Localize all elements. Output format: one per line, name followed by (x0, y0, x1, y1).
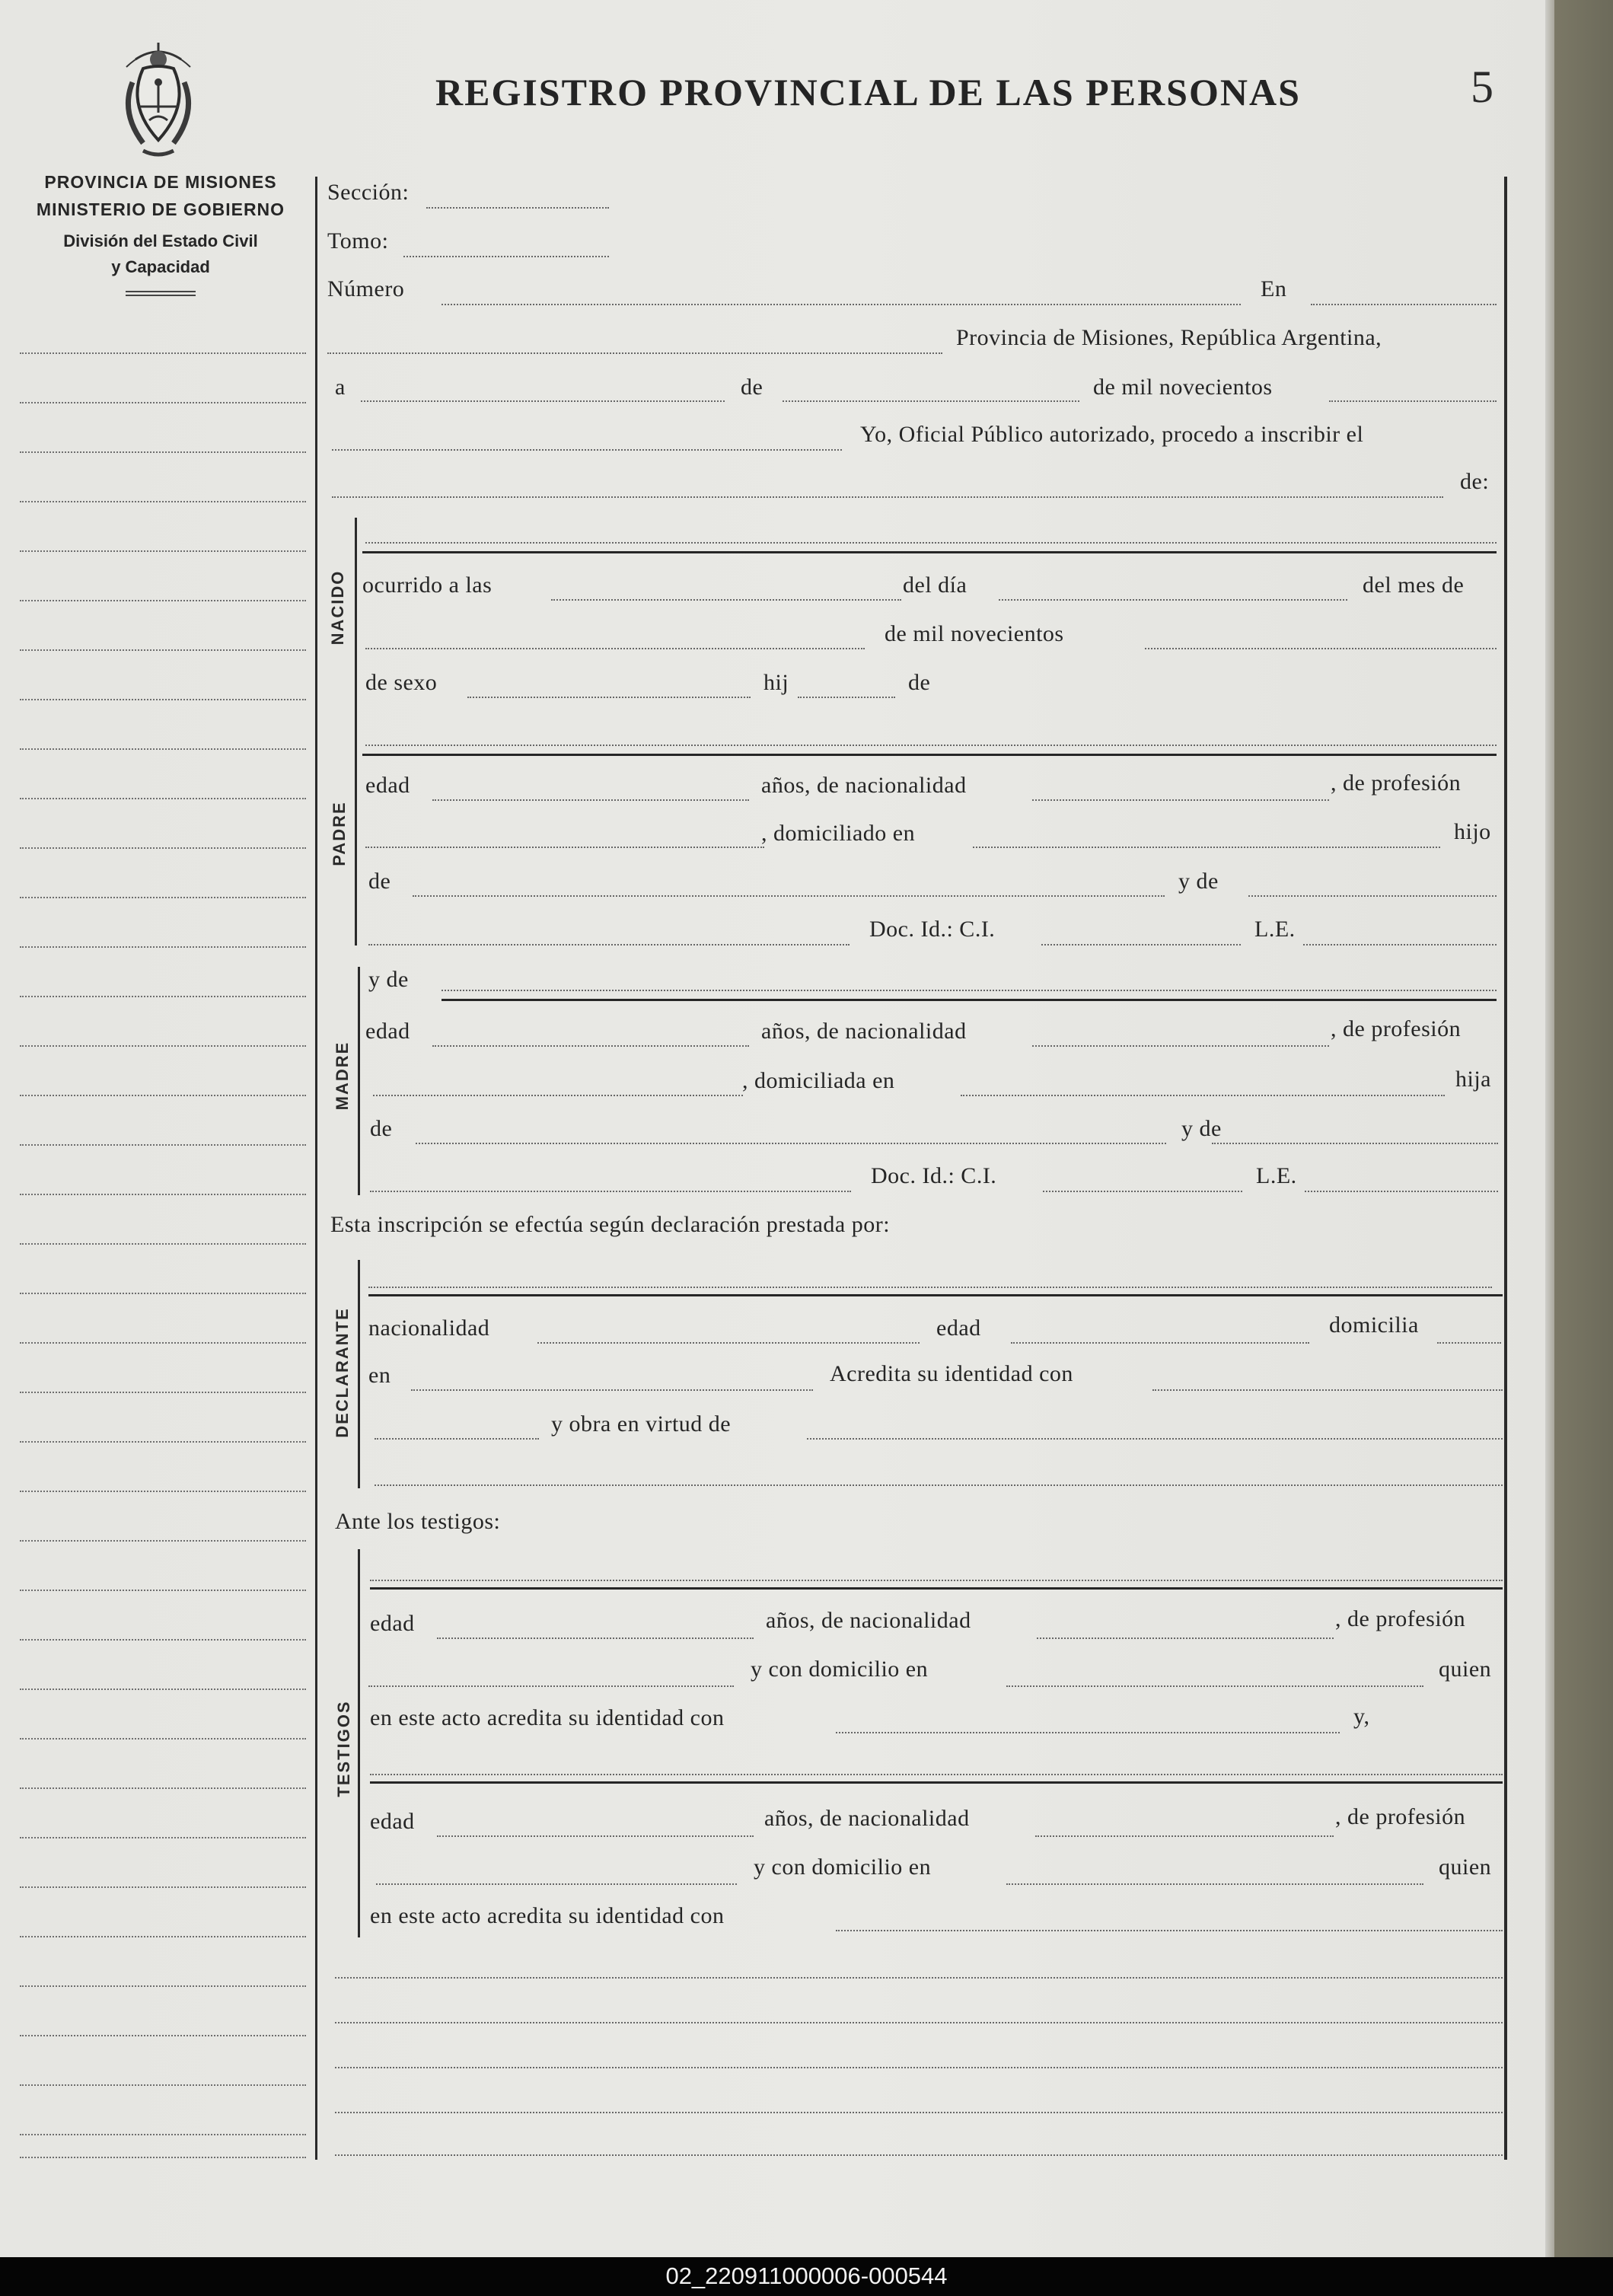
ocurrido-label: ocurrido a las (362, 572, 493, 598)
header-double-rule (126, 291, 196, 296)
padre-y-de-label: y de (1178, 869, 1219, 894)
obra-label: y obra en virtud de (551, 1411, 732, 1437)
del-mes-label: del mes de (1363, 572, 1465, 598)
testigo1-quien-label: quien (1439, 1657, 1492, 1682)
margin-line[interactable] (20, 897, 306, 898)
declarante-bracket (358, 1260, 360, 1488)
madre-de-label: de (370, 1116, 393, 1141)
province-header: PROVINCIA DE MISIONES (44, 172, 277, 192)
testigo1-domicilio-field[interactable] (1006, 1685, 1423, 1687)
domicilia-label: domicilia (1329, 1312, 1419, 1338)
margin-line[interactable] (20, 847, 306, 849)
testigo2-profesion-field[interactable] (376, 1883, 737, 1885)
place-field[interactable] (327, 352, 942, 354)
nacido-bracket (355, 518, 357, 727)
madre-abuelo-field[interactable] (416, 1143, 1166, 1144)
de-label: de (741, 375, 763, 400)
page-edge (1545, 0, 1554, 2257)
testigo2-name-field[interactable] (370, 1774, 1503, 1775)
declarante-virtud-field[interactable] (807, 1438, 1503, 1440)
margin-line[interactable] (20, 600, 306, 601)
del-dia-label: del día (903, 572, 967, 598)
testigo2-edad-field[interactable] (437, 1835, 754, 1837)
madre-doc-label: Doc. Id.: C.I. (871, 1163, 997, 1188)
testigo1-y-label: y, (1353, 1704, 1370, 1729)
madre-profesion-label: , de profesión (1331, 1016, 1462, 1041)
testigo1-profesion-field[interactable] (368, 1685, 734, 1687)
testigo1-acredita-label: en este acto acredita su identidad con (370, 1705, 725, 1730)
margin-line[interactable] (20, 996, 306, 997)
margin-line[interactable] (20, 1936, 306, 1937)
declarante-edad-label: edad (936, 1315, 981, 1341)
domiciliado-label: , domiciliado en (761, 821, 916, 846)
padre-profesion-label: , de profesión (1331, 770, 1462, 796)
month-field[interactable] (783, 400, 1079, 402)
margin-line[interactable] (20, 649, 306, 651)
testigo2-nacionalidad-label: años, de nacionalidad (764, 1806, 970, 1831)
padre-rule (362, 754, 1497, 756)
acredita-label: Acredita su identidad con (830, 1361, 1073, 1386)
tomo-label: Tomo: (327, 228, 389, 254)
margin-line[interactable] (20, 946, 306, 948)
testigo2-nacionalidad-field[interactable] (1035, 1835, 1334, 1837)
section-label-declarante: DECLARANTE (333, 1307, 352, 1438)
padre-le-field[interactable] (1303, 944, 1497, 946)
testigo1-profesion-label: , de profesión (1335, 1606, 1466, 1631)
margin-line[interactable] (20, 352, 306, 354)
declarante-nacionalidad-field[interactable] (537, 1342, 920, 1344)
margin-line[interactable] (20, 1886, 306, 1888)
hora-field[interactable] (551, 599, 901, 601)
testigo2-acredita-label: en este acto acredita su identidad con (370, 1903, 725, 1928)
nacido-de-label: de (908, 670, 931, 695)
margin-line[interactable] (20, 1342, 306, 1344)
declarante-edad-field[interactable] (1011, 1342, 1309, 1344)
hijo-label: hijo (1454, 819, 1491, 844)
padre-bracket (355, 717, 357, 946)
declarante-name-field[interactable] (368, 1287, 1492, 1288)
hij-suffix-field[interactable] (798, 697, 895, 698)
nacido-rule (362, 551, 1497, 553)
mes-field[interactable] (365, 648, 865, 649)
margin-line[interactable] (20, 1639, 306, 1641)
madre-abuela-field[interactable] (1212, 1143, 1498, 1144)
madre-le-field[interactable] (1305, 1191, 1498, 1192)
page-number: 5 (1471, 62, 1493, 112)
image-caption: 02_220911000006-000544 (665, 2263, 948, 2289)
ministry-header: MINISTERIO DE GOBIERNO (36, 199, 285, 219)
margin-line[interactable] (20, 798, 306, 799)
padre-extra-field[interactable] (368, 944, 850, 946)
madre-nacionalidad-label: años, de nacionalidad (761, 1019, 967, 1044)
padre-abuela-field[interactable] (1248, 895, 1497, 897)
nacido-name-field[interactable] (365, 542, 1497, 544)
madre-bracket (358, 967, 360, 1195)
madre-rule (442, 999, 1497, 1001)
padre-edad-field[interactable] (432, 799, 749, 801)
margin-line[interactable] (20, 1144, 306, 1146)
padre-le-label: L.E. (1254, 917, 1296, 942)
right-border-line (1504, 177, 1507, 2160)
nacido-year-field[interactable] (1145, 648, 1497, 649)
declarante-nacionalidad-label: nacionalidad (368, 1315, 490, 1341)
padre-de-label: de (368, 869, 391, 894)
padre-abuelo-field[interactable] (413, 895, 1165, 897)
declarante-en-label: en (368, 1363, 391, 1388)
testigo2-edad-label: edad (370, 1809, 415, 1834)
margin-line[interactable] (20, 1194, 306, 1195)
hija-label: hija (1455, 1067, 1491, 1092)
margin-line[interactable] (20, 748, 306, 750)
margin-line[interactable] (20, 451, 306, 453)
testigos-names-field[interactable] (370, 1580, 1503, 1581)
madre-profesion-field[interactable] (373, 1095, 743, 1096)
notes-line[interactable] (335, 2154, 1503, 2156)
notes-line[interactable] (335, 2022, 1503, 2023)
testigo1-nacionalidad-label: años, de nacionalidad (766, 1608, 971, 1633)
margin-line[interactable] (20, 1590, 306, 1591)
domicilia-field[interactable] (1437, 1342, 1501, 1344)
margin-line[interactable] (20, 2084, 306, 2086)
coat-of-arms-icon (113, 37, 204, 166)
padre-doc-label: Doc. Id.: C.I. (869, 917, 996, 942)
inscription-type-field[interactable] (332, 496, 1443, 498)
oficial-text: Yo, Oficial Público autorizado, procedo a inscribir el (860, 422, 1364, 447)
padre-domicilio-field[interactable] (973, 847, 1440, 848)
margin-line[interactable] (20, 1243, 306, 1245)
testigo1-nacionalidad-field[interactable] (1037, 1637, 1334, 1639)
en-label: En (1261, 276, 1287, 301)
sexo-label: de sexo (365, 670, 438, 695)
margin-line[interactable] (20, 1738, 306, 1740)
testigos-bracket (358, 1549, 360, 1937)
year-field[interactable] (1329, 400, 1497, 402)
domiciliada-label: , domiciliada en (742, 1068, 895, 1093)
sexo-field[interactable] (467, 697, 751, 698)
numero-field[interactable] (442, 304, 1241, 305)
tomo-field[interactable] (403, 256, 609, 257)
declarante-domicilio-field[interactable] (411, 1389, 813, 1391)
testigos-intro-text: Ante los testigos: (335, 1509, 501, 1534)
nacido-mil-novecientos-label: de mil novecientos (885, 621, 1064, 646)
margin-line[interactable] (20, 1540, 306, 1542)
left-border-line (315, 177, 317, 2160)
a-label: a (335, 375, 346, 400)
margin-line[interactable] (20, 2134, 306, 2135)
notes-line[interactable] (335, 2067, 1503, 2068)
madre-domicilio-field[interactable] (961, 1095, 1445, 1096)
page-title: REGISTRO PROVINCIAL DE LAS PERSONAS (435, 71, 1301, 113)
madre-y-de-top-label: y de (368, 967, 409, 992)
margin-line[interactable] (20, 2035, 306, 2036)
testigo1-domicilio-label: y con domicilio en (751, 1657, 929, 1682)
margin-line[interactable] (20, 1441, 306, 1443)
mil-novecientos-label: de mil novecientos (1093, 375, 1273, 400)
testigo1-identidad-field[interactable] (836, 1732, 1340, 1733)
capacity-header: y Capacidad (111, 257, 210, 276)
section-label-testigos: TESTIGOS (334, 1700, 353, 1797)
testigo2-quien-label: quien (1439, 1854, 1492, 1880)
padre-ci-field[interactable] (1041, 944, 1241, 946)
declarante-doc-field[interactable] (375, 1438, 539, 1440)
provincia-text: Provincia de Misiones, República Argentina, (956, 325, 1382, 350)
testigo2-identidad-field[interactable] (836, 1930, 1503, 1931)
en-field[interactable] (1311, 304, 1497, 305)
padre-edad-label: edad (365, 773, 410, 798)
hij-label: hij (763, 670, 789, 695)
declaracion-text: Esta inscripción se efectúa según declaración prestada por: (330, 1212, 891, 1237)
seccion-label: Sección: (327, 180, 410, 205)
padre-name-field[interactable] (365, 745, 1497, 746)
margin-line[interactable] (20, 501, 306, 502)
padre-nacionalidad-label: años, de nacionalidad (761, 773, 967, 798)
madre-name-field[interactable] (442, 990, 1497, 991)
testigo1-edad-label: edad (370, 1611, 415, 1636)
notes-line[interactable] (335, 1977, 1503, 1979)
madre-extra-field[interactable] (370, 1191, 851, 1192)
margin-line[interactable] (20, 1392, 306, 1393)
margin-line[interactable] (20, 402, 306, 403)
date-continuation-field[interactable] (332, 449, 842, 451)
margin-line[interactable] (20, 1095, 306, 1096)
testigo1-edad-field[interactable] (437, 1637, 754, 1639)
padre-profesion-field[interactable] (365, 847, 764, 848)
margin-line[interactable] (20, 1491, 306, 1492)
madre-y-de-label: y de (1181, 1116, 1222, 1141)
madre-edad-label: edad (365, 1019, 410, 1044)
testigo2-profesion-label: , de profesión (1335, 1804, 1466, 1829)
margin-line[interactable] (20, 1689, 306, 1690)
padre-nacionalidad-field[interactable] (1032, 799, 1329, 801)
madre-ci-field[interactable] (1043, 1191, 1242, 1192)
testigo2-rule (370, 1781, 1503, 1784)
notes-line[interactable] (335, 2112, 1503, 2113)
margin-line[interactable] (20, 1837, 306, 1838)
margin-line[interactable] (20, 550, 306, 552)
testigo2-domicilio-label: y con domicilio en (754, 1854, 932, 1880)
dia-field[interactable] (999, 599, 1347, 601)
margin-line[interactable] (20, 1787, 306, 1789)
section-label-nacido: NACIDO (328, 569, 347, 646)
division-header: División del Estado Civil (63, 231, 258, 250)
seccion-field[interactable] (426, 207, 609, 209)
madre-le-label: L.E. (1256, 1163, 1297, 1188)
testigo2-domicilio-field[interactable] (1006, 1883, 1423, 1885)
section-label-madre: MADRE (333, 1041, 352, 1111)
de-colon-label: de: (1460, 469, 1490, 494)
margin-line[interactable] (20, 2157, 306, 2158)
numero-label: Número (327, 276, 405, 301)
day-field[interactable] (361, 400, 725, 402)
margin-line[interactable] (20, 1293, 306, 1294)
margin-line[interactable] (20, 699, 306, 700)
declarante-extra-field[interactable] (375, 1484, 1503, 1486)
declarante-rule (368, 1294, 1503, 1296)
madre-edad-field[interactable] (432, 1045, 749, 1047)
testigos-rule (370, 1587, 1503, 1590)
section-label-padre: PADRE (330, 801, 349, 866)
margin-line[interactable] (20, 1985, 306, 1987)
declarante-identidad-field[interactable] (1152, 1389, 1503, 1391)
margin-line[interactable] (20, 1045, 306, 1047)
madre-nacionalidad-field[interactable] (1032, 1045, 1329, 1047)
